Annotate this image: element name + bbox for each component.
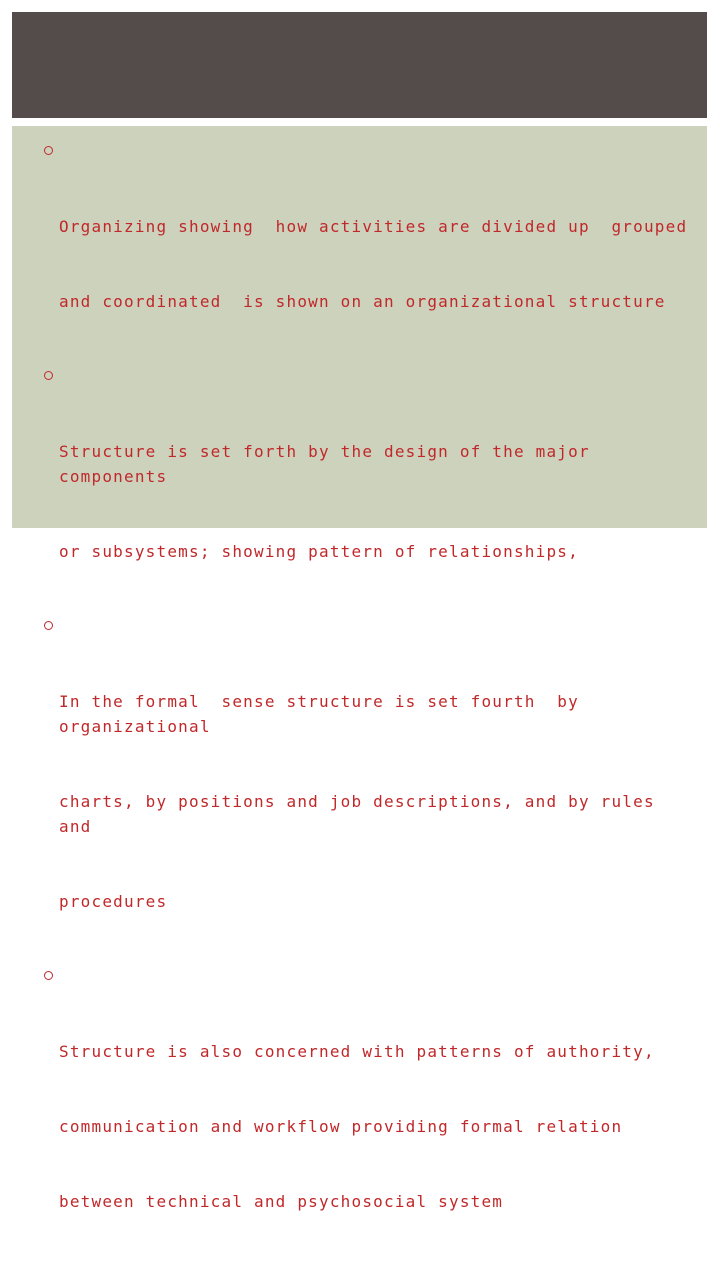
circle-bullet-icon xyxy=(44,371,53,380)
circle-bullet-icon xyxy=(44,621,53,630)
bullet-line: charts, by positions and job descriptions, and by rules and xyxy=(59,792,666,836)
bullet-item-formal-sense xyxy=(44,614,694,964)
bullet-line: and coordinated is shown on an organizational structure xyxy=(59,292,666,311)
bullet-line: procedures xyxy=(59,892,168,911)
bullet-line: between technical and psychosocial system xyxy=(59,1192,504,1211)
circle-bullet-icon xyxy=(44,146,53,155)
bullet-line: Structure is also concerned with patterns of authority, xyxy=(59,1042,655,1061)
bullet-item-structure-design xyxy=(44,364,694,614)
bullet-line: Structure is set forth by the design of the major components xyxy=(59,442,601,486)
bullet-list xyxy=(44,139,694,1264)
divider xyxy=(12,118,707,126)
bullet-line: communication and workflow providing formal relation xyxy=(59,1117,623,1136)
circle-bullet-icon xyxy=(44,971,53,980)
bullet-item-organizing xyxy=(44,139,694,364)
bullet-line: Organizing showing how activities are divided up grouped xyxy=(59,217,688,236)
bullet-line: In the formal sense structure is set fourth by organizational xyxy=(59,692,590,736)
title-band xyxy=(12,12,707,118)
bullet-item-authority xyxy=(44,964,694,1264)
bullet-line: or subsystems; showing pattern of relationships, xyxy=(59,542,579,561)
